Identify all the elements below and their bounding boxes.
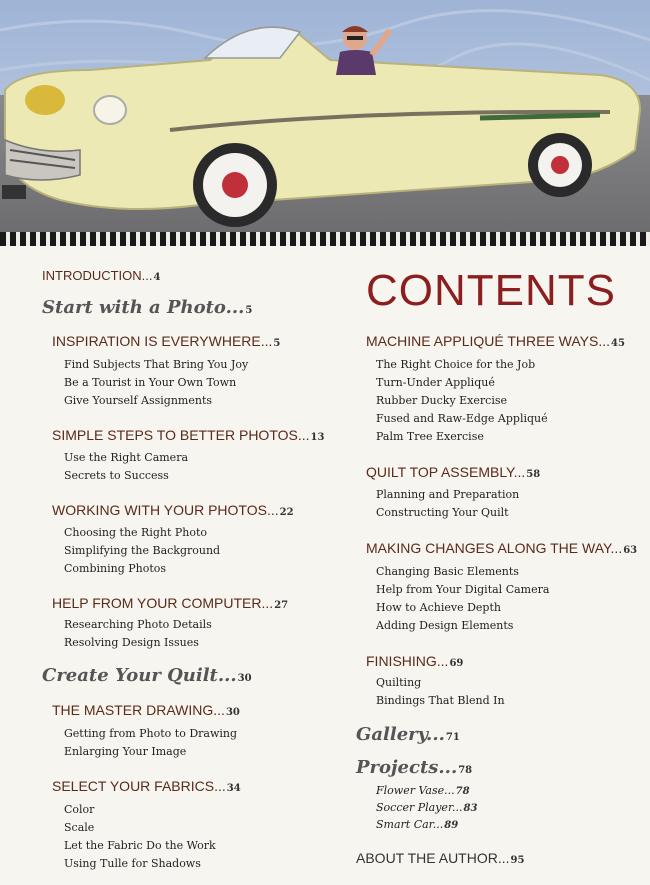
toc-part-create-your-quilt[interactable]: Create Your Quilt...30 [42, 665, 252, 686]
toc-item[interactable]: Fused and Raw-Edge Appliqué [376, 412, 548, 425]
toc-item[interactable]: Getting from Photo to Drawing [64, 727, 238, 740]
toc-item[interactable]: Scale [64, 821, 95, 834]
toc-project-smart-car[interactable]: Smart Car...89 [376, 818, 459, 831]
toc-item[interactable]: Changing Basic Elements [376, 565, 519, 578]
toc-item[interactable]: Adding Design Elements [376, 619, 514, 632]
page-title: CONTENTS [366, 266, 616, 315]
toc-item[interactable]: Be a Tourist in Your Own Town [64, 376, 237, 389]
toc-section-quilt-top-assembly[interactable]: QUILT TOP ASSEMBLY...58 [366, 464, 541, 480]
toc-part-projects[interactable]: Projects...78 [356, 757, 473, 778]
toc-item[interactable]: Choosing the Right Photo [64, 526, 208, 539]
toc-section-select-fabrics[interactable]: SELECT YOUR FABRICS...34 [52, 778, 241, 794]
toc-introduction[interactable]: INTRODUCTION...4 [42, 268, 161, 283]
toc-item[interactable]: Palm Tree Exercise [376, 430, 484, 443]
toc-section-machine-applique[interactable]: MACHINE APPLIQUÉ THREE WAYS...45 [366, 333, 625, 349]
toc-project-soccer-player[interactable]: Soccer Player...83 [376, 801, 478, 814]
toc-project-flower-vase[interactable]: Flower Vase...78 [376, 784, 470, 797]
toc-item[interactable]: Help from Your Digital Camera [376, 583, 550, 596]
toc-item[interactable]: Planning and Preparation [376, 488, 520, 501]
toc-section-making-changes[interactable]: MAKING CHANGES ALONG THE WAY...63 [366, 540, 638, 556]
toc-item[interactable]: Quilting [376, 676, 422, 689]
toc-item[interactable]: Use the Right Camera [64, 451, 189, 464]
toc-item[interactable]: Let the Fabric Do the Work [64, 839, 216, 852]
toc-item[interactable]: Researching Photo Details [64, 618, 212, 631]
checkered-border [0, 232, 650, 246]
toc-item[interactable]: Color [64, 803, 95, 816]
toc-item[interactable]: The Right Choice for the Job [376, 358, 536, 371]
toc-section-finishing[interactable]: FINISHING...69 [366, 653, 464, 669]
toc-item[interactable]: How to Achieve Depth [376, 601, 501, 614]
toc-item[interactable]: Secrets to Success [64, 469, 169, 482]
toc-item[interactable]: Resolving Design Issues [64, 636, 199, 649]
toc-item[interactable]: Give Yourself Assignments [64, 394, 213, 407]
toc-section-master-drawing[interactable]: THE MASTER DRAWING...30 [52, 702, 240, 718]
toc-part-gallery[interactable]: Gallery...71 [356, 724, 460, 745]
toc-section-simple-steps[interactable]: SIMPLE STEPS TO BETTER PHOTOS...13 [52, 427, 325, 443]
toc-about-the-author[interactable]: ABOUT THE AUTHOR...95 [356, 850, 525, 866]
toc-item[interactable]: Rubber Ducky Exercise [376, 394, 507, 407]
toc-item[interactable]: Enlarging Your Image [64, 745, 187, 758]
toc-part-start-with-a-photo[interactable]: Start with a Photo...5 [42, 297, 253, 318]
toc-section-inspiration[interactable]: INSPIRATION IS EVERYWHERE...5 [52, 333, 281, 349]
toc-item[interactable]: Using Tulle for Shadows [64, 857, 201, 870]
toc-item[interactable]: Find Subjects That Bring You Joy [64, 358, 249, 371]
toc-item[interactable]: Bindings That Blend In [376, 694, 505, 707]
toc-section-working-with-photos[interactable]: WORKING WITH YOUR PHOTOS...22 [52, 502, 294, 518]
toc-item[interactable]: Combining Photos [64, 562, 167, 575]
cover-quilt-illustration [0, 0, 650, 246]
toc-section-help-from-computer[interactable]: HELP FROM YOUR COMPUTER...27 [52, 595, 289, 611]
toc-item[interactable]: Simplifying the Background [64, 544, 221, 557]
toc-item[interactable]: Constructing Your Quilt [376, 506, 509, 519]
toc-item[interactable]: Turn-Under Appliqué [376, 376, 495, 389]
